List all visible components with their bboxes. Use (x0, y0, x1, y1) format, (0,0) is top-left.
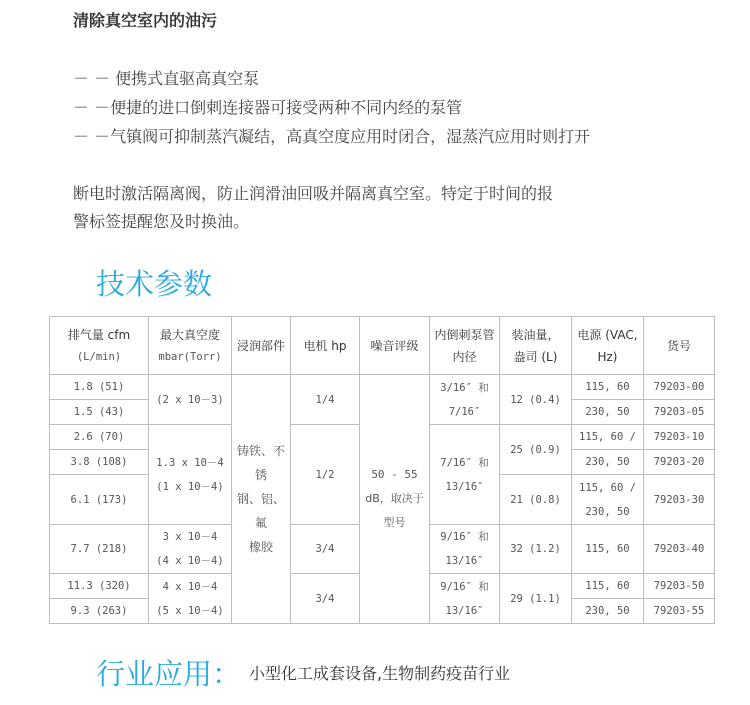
header-vacuum: 最大真空度 mbar(Torr) (149, 317, 232, 375)
cell-displacement: 2.6 (70) (50, 425, 149, 450)
header-barb: 内倒刺泵管 内径 (430, 317, 500, 375)
cell-displacement: 1.8 (51) (50, 375, 149, 400)
industry-value: 小型化工成套设备,生物制药疫苗行业 (249, 664, 511, 683)
cell-displacement: 1.5 (43) (50, 400, 149, 425)
industry-label: 行业应用： (96, 657, 242, 691)
cell-displacement: 9.3 (263) (50, 599, 149, 624)
paragraph-line: 警标签提醒您及时换油。 (73, 212, 250, 231)
cell-motor: 1/2 (291, 425, 360, 525)
header-motor: 电机 hp (291, 317, 360, 375)
page-title: 清除真空室内的油污 (73, 11, 218, 30)
cell-displacement: 3.8 (108) (50, 450, 149, 475)
spec-heading: 技术参数 (96, 267, 213, 301)
feature-item: － － 便携式直驱高真空泵 (73, 69, 260, 88)
feature-item: － －便捷的进口倒刺连接器可接受两种不同内经的泵管 (73, 98, 463, 117)
cell-barb: 9/16″ 和 13/16″ (430, 525, 500, 574)
cell-power: 115, 60 / (572, 425, 644, 450)
cell-noise: 50 - 55 dB，取决于 型号 (360, 375, 430, 624)
cell-oil: 29 (1.1) (500, 574, 572, 624)
cell-vacuum: 3 x 10－4 (4 x 10－4) (149, 525, 232, 574)
cell-motor: 3/4 (291, 525, 360, 574)
industry-application (96, 652, 510, 693)
cell-part-number: 79203-20 (644, 450, 715, 475)
cell-part-number: 79203-40 (644, 525, 715, 574)
cell-vacuum: (2 x 10－3) (149, 375, 232, 425)
paragraph-line: 断电时激活隔离阀，防止润滑油回吸并隔离真空室。特定于时间的报 (73, 184, 554, 203)
cell-power: 115, 60 (572, 574, 644, 599)
feature-list (73, 64, 590, 151)
cell-oil: 21 (0.8) (500, 475, 572, 525)
cell-motor: 3/4 (291, 574, 360, 624)
cell-part-number: 79203-05 (644, 400, 715, 425)
cell-displacement: 11.3 (320) (50, 574, 149, 599)
table-header-row (50, 317, 715, 375)
table-row (50, 375, 715, 400)
cell-power: 230, 50 (572, 599, 644, 624)
spec-table (49, 316, 715, 624)
feature-item: － －气镇阀可抑制蒸汽凝结，高真空度应用时闭合，湿蒸汽应用时则打开 (73, 127, 591, 146)
cell-power: 115, 60 / 230, 50 (572, 475, 644, 525)
cell-displacement: 6.1 (173) (50, 475, 149, 525)
cell-oil: 32 (1.2) (500, 525, 572, 574)
header-oil: 装油量， 盎司 (L) (500, 317, 572, 375)
cell-barb: 9/16″ 和 13/16″ (430, 574, 500, 624)
cell-part-number: 79203-50 (644, 574, 715, 599)
cell-power: 230, 50 (572, 450, 644, 475)
header-displacement: 排气量 cfm (L/min) (50, 317, 149, 375)
cell-vacuum: 1.3 x 10－4 (1 x 10－4) (149, 425, 232, 525)
cell-part-number: 79203-10 (644, 425, 715, 450)
header-power: 电源 (VAC, Hz) (572, 317, 644, 375)
cell-motor: 1/4 (291, 375, 360, 425)
cell-power: 115, 60 (572, 525, 644, 574)
header-noise: 噪音评级 (360, 317, 430, 375)
cell-wetted-parts: 铸铁、不锈 钢、铝、氟 橡胶 (232, 375, 291, 624)
cell-displacement: 7.7 (218) (50, 525, 149, 574)
cell-power: 230, 50 (572, 400, 644, 425)
cell-part-number: 79203-30 (644, 475, 715, 525)
cell-barb: 3/16″ 和 7/16″ (430, 375, 500, 425)
description-paragraph (73, 180, 673, 236)
cell-part-number: 79203-55 (644, 599, 715, 624)
header-part-number: 货号 (644, 317, 715, 375)
header-wetted-parts: 浸润部件 (232, 317, 291, 375)
cell-oil: 12 (0.4) (500, 375, 572, 425)
cell-barb: 7/16″ 和 13/16″ (430, 425, 500, 525)
cell-power: 115, 60 (572, 375, 644, 400)
cell-vacuum: 4 x 10－4 (5 x 10－4) (149, 574, 232, 624)
cell-oil: 25 (0.9) (500, 425, 572, 475)
cell-part-number: 79203-00 (644, 375, 715, 400)
